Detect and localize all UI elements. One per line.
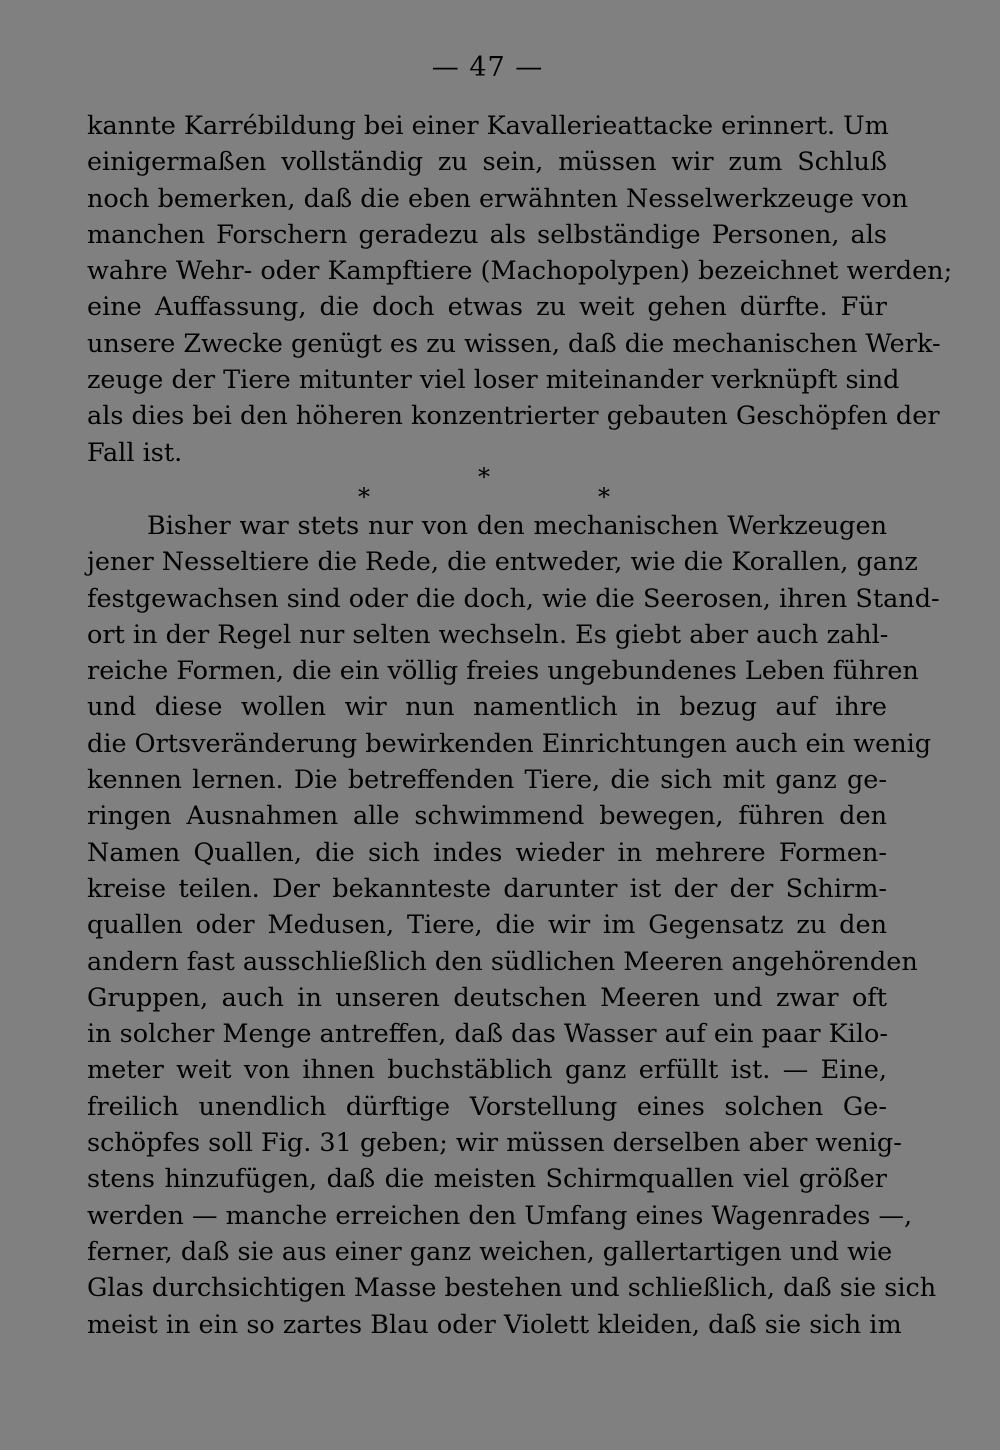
text-line: jener Nesseltiere die Rede, die entweder, wie die Korallen, ganz — [87, 547, 918, 578]
text-line: einigermaßen vollständig zu sein, müssen wir zum Schluß — [87, 147, 887, 178]
text-line: wahre Wehr- oder Kampftiere (Machopolypen) bezeichnet werden; — [87, 256, 953, 287]
paragraph-2 — [87, 508, 940, 1343]
text-line: festgewachsen sind oder die doch, wie die Seerosen, ihren Stand- — [87, 583, 940, 614]
section-separator — [0, 463, 1000, 513]
text-line: manchen Forschern geradezu als selbständige Personen, als — [87, 219, 887, 250]
text-line: Glas durchsichtigen Masse bestehen und schließlich, daß sie sich — [87, 1273, 937, 1304]
text-line: meter weit von ihnen buchstäblich ganz erfüllt ist. — Eine, — [87, 1055, 887, 1086]
text-line: und diese wollen wir nun namentlich in bezug auf ihre — [87, 692, 887, 723]
text-line: kennen lernen. Die betreffenden Tiere, die sich mit ganz ge- — [87, 765, 887, 796]
asterisk-right: * — [598, 483, 610, 511]
text-line: stens hinzufügen, daß die meisten Schirmquallen viel größer — [87, 1164, 887, 1195]
text-line: die Ortsveränderung bewirkenden Einrichtungen auch ein wenig — [87, 728, 932, 759]
paragraph-1 — [87, 108, 953, 471]
text-line: andern fast ausschließlich den südlichen Meeren angehörenden — [87, 946, 918, 977]
text-line: freilich unendlich dürftige Vorstellung eines solchen Ge- — [87, 1091, 887, 1122]
text-line: Bisher war stets nur von den mechanischen Werkzeugen — [147, 511, 887, 541]
page-number: — 47 — — [431, 52, 544, 83]
asterisk-top: * — [478, 463, 490, 491]
asterisk-left: * — [358, 483, 370, 511]
text-line: ferner, daß sie aus einer ganz weichen, gallertartigen und wie — [87, 1236, 893, 1267]
text-line: noch bemerken, daß die eben erwähnten Nesselwerkzeuge von — [87, 183, 909, 214]
text-line: Fall ist. — [87, 437, 183, 468]
text-line: zeuge der Tiere mitunter viel loser miteinander verknüpft sind — [87, 365, 900, 396]
text-line: Namen Quallen, die sich indes wieder in mehrere Formen- — [87, 837, 887, 868]
text-line: unsere Zwecke genügt es zu wissen, daß die mechanischen Werk- — [87, 328, 941, 359]
text-line: in solcher Menge antreffen, daß das Wasser auf ein paar Kilo- — [87, 1019, 888, 1050]
text-line: reiche Formen, die ein völlig freies ungebundenes Leben führen — [87, 656, 919, 687]
text-line: kreise teilen. Der bekannteste darunter ist der der Schirm- — [87, 873, 887, 904]
text-line: werden — manche erreichen den Umfang eines Wagenrades —, — [87, 1200, 913, 1231]
text-line: ringen Ausnahmen alle schwimmend bewegen, führen den — [87, 801, 887, 832]
text-line: ort in der Regel nur selten wechseln. Es giebt aber auch zahl- — [87, 619, 889, 650]
text-line: schöpfes soll Fig. 31 geben; wir müssen derselben aber wenig- — [87, 1128, 902, 1159]
text-line: Gruppen, auch in unseren deutschen Meeren und zwar oft — [87, 982, 887, 1013]
text-line: eine Auffassung, die doch etwas zu weit gehen dürfte. Für — [87, 292, 887, 323]
text-line: kannte Karrébildung bei einer Kavallerieattacke erinnert. Um — [87, 111, 889, 141]
text-line: quallen oder Medusen, Tiere, die wir im Gegensatz zu den — [87, 910, 887, 941]
text-line: als dies bei den höheren konzentrierter gebauten Geschöpfen der — [87, 401, 940, 432]
text-line: meist in ein so zartes Blau oder Violett kleiden, daß sie sich im — [87, 1309, 902, 1340]
